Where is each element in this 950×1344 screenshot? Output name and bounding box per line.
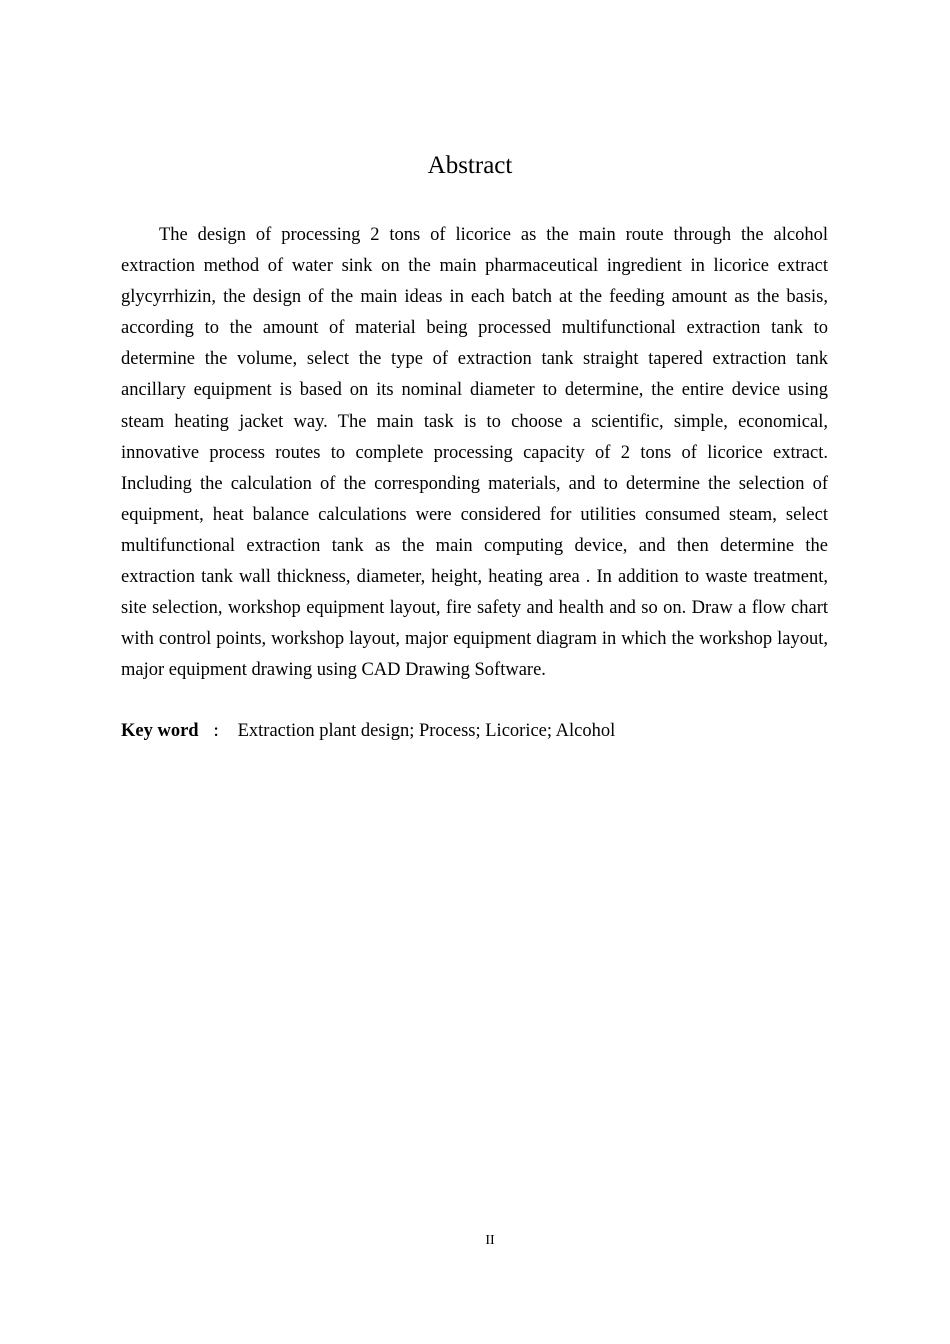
page-number: II xyxy=(485,1233,495,1248)
page-title: Abstract xyxy=(427,152,513,179)
keywords-line xyxy=(121,716,828,748)
keywords-colon: ： xyxy=(212,724,228,740)
keywords-text: Extraction plant design; Process; Licorice; Alcohol xyxy=(237,721,616,741)
abstract-body: The design of processing 2 tons of licorice as the main route through the alcohol extraction method of water sink on the main pharmaceutical ingredient in licorice extract glycyrrhizin, the design of the main ideas in each batch at the feeding amount as the basis, according to the amount of material being processed multifunctional extraction tank to determine the volume, select the type of extraction tank straight tapered extraction tank ancillary equipment is based on its nominal diameter to determine, the entire device using steam heating jacket way. The main task is to choose a scientific, simple, economical, innovative process routes to complete processing capacity of 2 tons of licorice extract. Including the calculation of the corresponding materials, and to determine the selection of equipment, heat balance calculations were considered for utilities consumed steam, select multifunctional extraction tank as the main computing device, and then determine the extraction tank wall thickness, diameter, height, heating area . In addition to waste treatment, site selection, workshop equipment layout, fire safety and health and so on. Draw a flow chart with control points, workshop layout, major equipment diagram in which the workshop layout, major equipment drawing using CAD Drawing Software. xyxy=(121,225,828,681)
keywords-label: Key word xyxy=(121,721,199,741)
